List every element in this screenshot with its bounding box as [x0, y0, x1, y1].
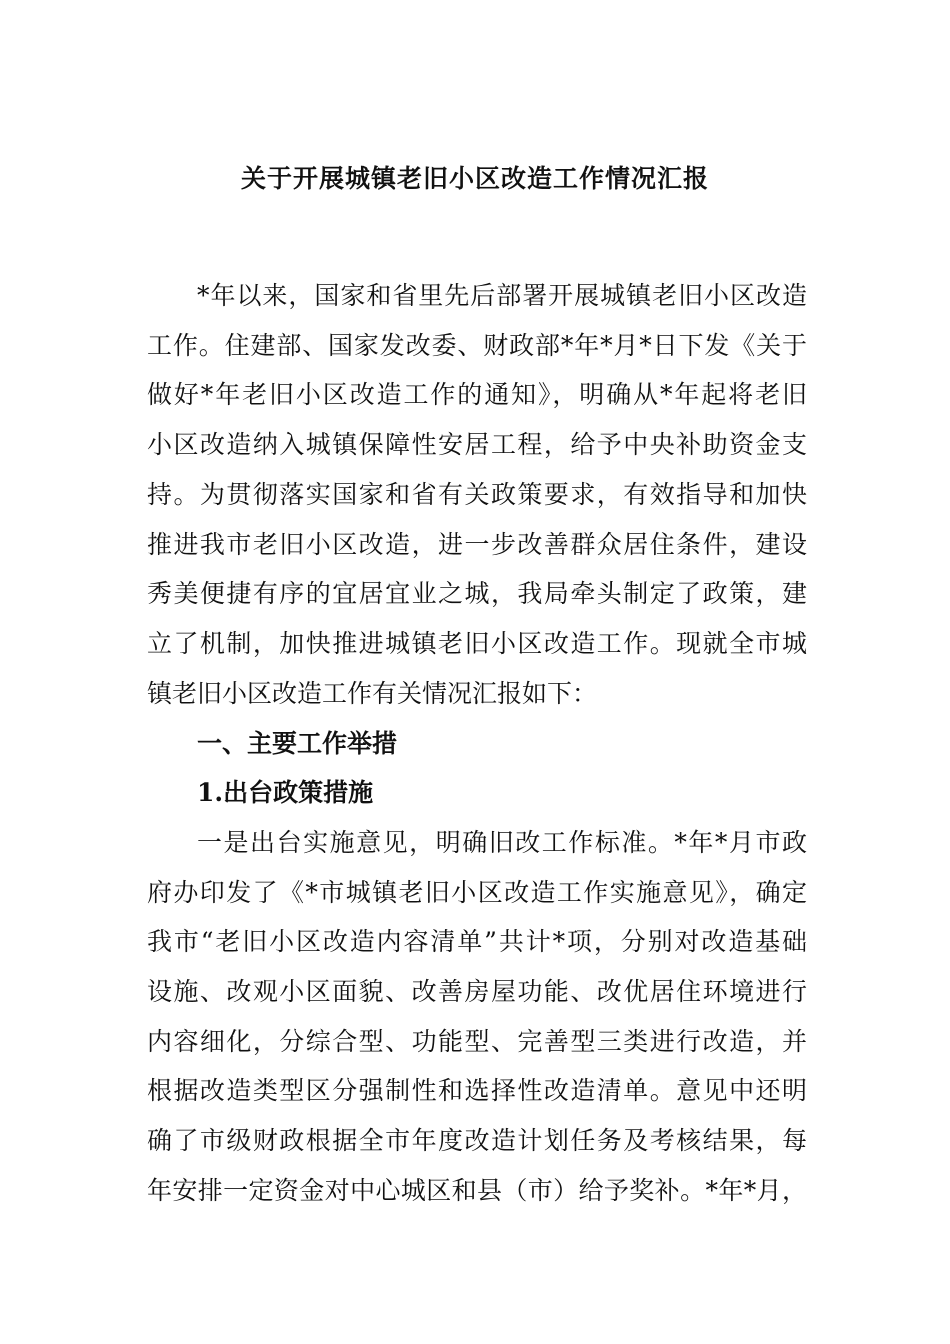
- subsection-heading: 1.出台政策措施: [197, 778, 374, 807]
- paragraph-line: 做好*年老旧小区改造工作的通知》，明确从*年起将老旧: [147, 380, 807, 409]
- paragraph-line: 推进我市老旧小区改造，进一步改善群众居住条件，建设: [147, 530, 807, 559]
- paragraph-line: 立了机制，加快推进城镇老旧小区改造工作。现就全市城: [147, 629, 807, 658]
- paragraph-line: 持。为贯彻落实国家和省有关政策要求，有效指导和加快: [147, 480, 807, 509]
- section-heading: 一、主要工作举措: [197, 729, 398, 758]
- paragraph-line: 内容细化，分综合型、功能型、完善型三类进行改造，并: [147, 1027, 807, 1056]
- paragraph-line: 一是出台实施意见，明确旧改工作标准。*年*月市政: [197, 828, 807, 857]
- paragraph-line: 设施、改观小区面貌、改善房屋功能、改优居住环境进行: [147, 977, 807, 1006]
- paragraph-line: 年安排一定资金对中心城区和县（市）给予奖补。*年*月，: [147, 1176, 807, 1205]
- paragraph-line: 我市“老旧小区改造内容清单”共计*项，分别对改造基础: [147, 927, 807, 956]
- document-title: 关于开展城镇老旧小区改造工作情况汇报: [240, 164, 709, 193]
- paragraph-line: 确了市级财政根据全市年度改造计划任务及考核结果，每: [147, 1126, 807, 1155]
- paragraph-line: 镇老旧小区改造工作有关情况汇报如下：: [147, 679, 598, 708]
- paragraph-line: 根据改造类型区分强制性和选择性改造清单。意见中还明: [147, 1076, 807, 1105]
- paragraph-line: 秀美便捷有序的宜居宜业之城，我局牵头制定了政策，建: [147, 579, 807, 608]
- paragraph-line: 工作。住建部、国家发改委、财政部*年*月*日下发《关于: [147, 331, 807, 360]
- paragraph-line: 府办印发了《*市城镇老旧小区改造工作实施意见》，确定: [147, 878, 807, 907]
- paragraph-line: 小区改造纳入城镇保障性安居工程，给予中央补助资金支: [147, 430, 807, 459]
- paragraph-line: *年以来，国家和省里先后部署开展城镇老旧小区改造: [197, 281, 807, 310]
